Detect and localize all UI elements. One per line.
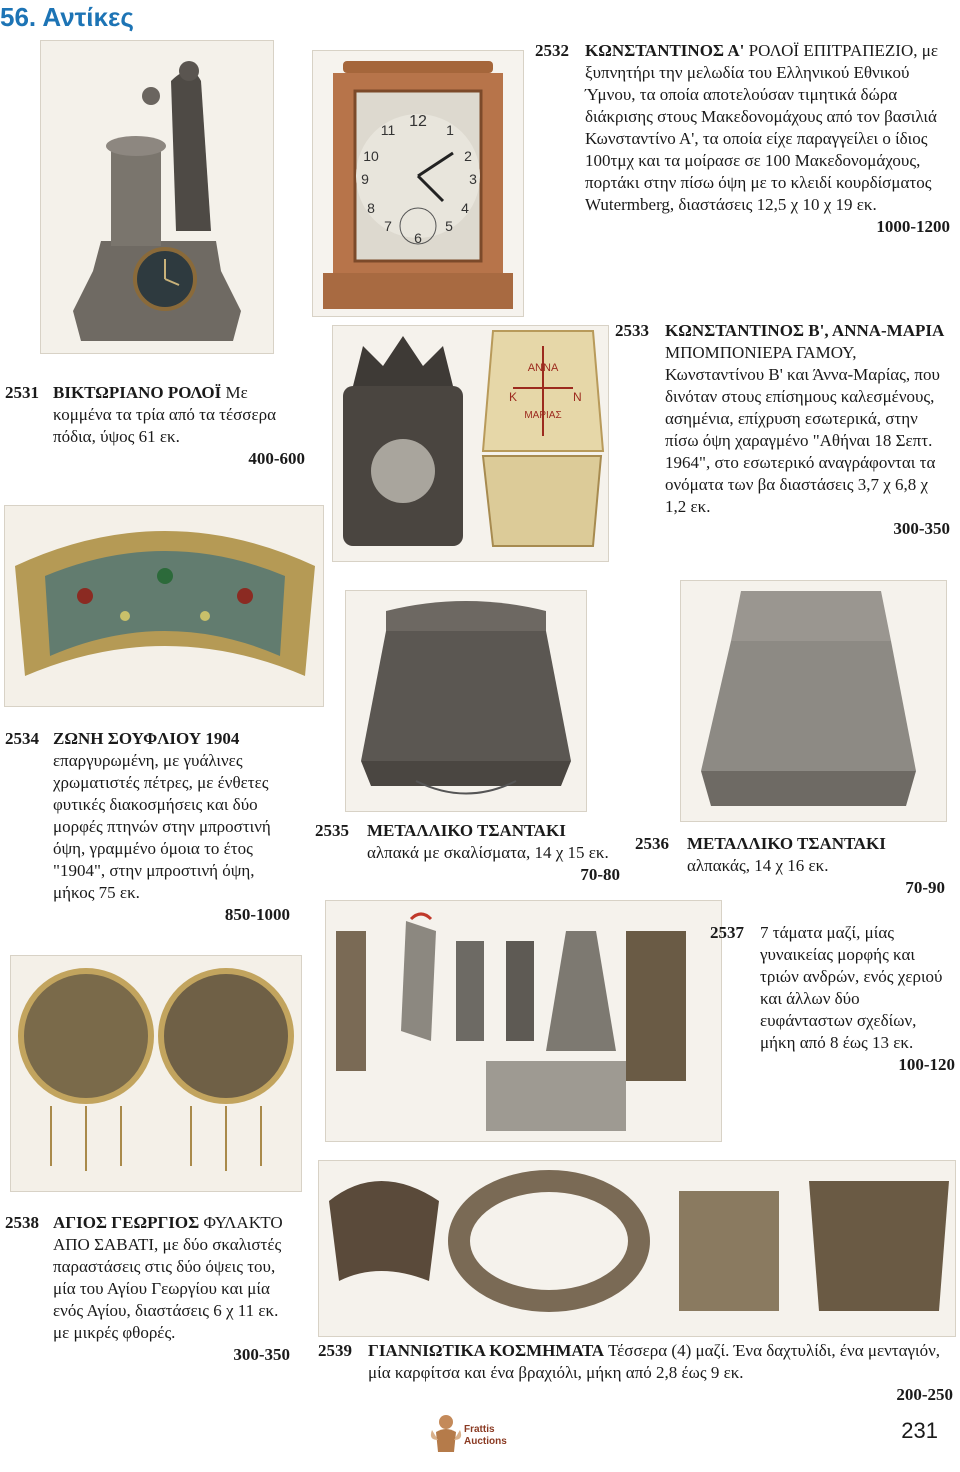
- lot-description: Με κομμένα τα τρία από τα τέσσερα πόδια, ύψος 61 εκ.: [53, 383, 276, 446]
- metal-bag-2536-photo: [680, 580, 947, 822]
- lot-number: 2532: [535, 41, 569, 60]
- lot-description: αλπακά με σκαλίσματα, 14 χ 15 εκ.: [367, 843, 609, 862]
- lot-title: ΑΓΙΟΣ ΓΕΩΡΓΙΟΣ: [53, 1213, 200, 1232]
- clock-numeral-10: 10: [363, 148, 379, 164]
- souflion-belt-photo: [4, 505, 324, 707]
- lot-description: 7 τάματα μαζί, μίας γυναικείας μορφής και τριών ανδρών, ενός χεριού και άλλων δύο ευφάνταστων σχεδίων, μήκη από 8 έως 13 εκ.: [760, 923, 943, 1052]
- lot-price: 100-120: [898, 1055, 955, 1074]
- lot-description: αλπακάς, 14 χ 16 εκ.: [687, 856, 829, 875]
- lot-2538: [5, 1212, 290, 1366]
- lot-title: ΒΙΚΤΩΡΙΑΝΟ ΡΟΛΟΪ: [53, 383, 222, 402]
- lot-number: 2533: [615, 321, 649, 340]
- auction-house-logo: [430, 1412, 530, 1462]
- lot-price: 200-250: [896, 1385, 953, 1404]
- lot-number: 2536: [635, 834, 669, 853]
- section-title: 56. Αντίκες: [0, 2, 134, 32]
- clock-numeral-8: 8: [367, 200, 375, 216]
- clock-numeral-11: 11: [380, 122, 396, 138]
- victorian-clock-photo: [40, 40, 274, 354]
- logo-line1: Frattis: [464, 1424, 495, 1435]
- bonbonniere-photo: [332, 325, 609, 562]
- lot-number: 2537: [710, 923, 744, 942]
- lot-title: ΚΩΝΣΤΑΝΤΙΝΟΣ Α': [585, 41, 745, 60]
- lot-2532: [535, 40, 950, 238]
- clock-numeral-9: 9: [361, 171, 369, 187]
- lot-title: ΜΕΤΑΛΛΙΚΟ ΤΣΑΝΤΑΚΙ: [367, 821, 566, 840]
- carriage-clock-photo: [312, 50, 524, 317]
- lot-description: Τέσσερα (4) μαζί. Ένα δαχτυλίδι, ένα μενταγιόν, μία καρφίτσα και ένα βραχιόλι, μήκη από 2,8 έως 9 εκ.: [368, 1341, 941, 1382]
- cherub-logo-icon: [430, 1412, 462, 1462]
- lot-2535: [315, 820, 620, 886]
- lot-2537: [710, 922, 955, 1076]
- lot-title: ΖΩΝΗ ΣΟΥΦΛΙΟΥ 1904: [53, 729, 240, 748]
- clock-numeral-7: 7: [384, 218, 392, 234]
- logo-line2: Auctions: [464, 1436, 507, 1447]
- lot-number: 2539: [318, 1341, 352, 1360]
- lot-description: ΜΠΟΜΠΟΝΙΕΡΑ ΓΑΜΟΥ, Κωνσταντίνου Β' και Άννα-Μαρίας, που δινόταν στους επίσημους καλεσμένους, ασημένια, επίχρυση εσωτερικά, στην πίσω όψη χαραγμένο "Αθήναι 18 Σεπτ. 1964", στο εσωτερικό αναγράφονται τα ονόματα των βα διαστάσεις 3,7 χ 6,8 χ 1,2 εκ.: [665, 343, 940, 516]
- lot-number: 2538: [5, 1213, 39, 1232]
- lot-price: 300-350: [893, 519, 950, 538]
- lot-price: 70-80: [580, 865, 620, 884]
- lot-number: 2531: [5, 383, 39, 402]
- lot-description: ΦΥΛΑΚΤΟ ΑΠΟ ΣΑΒΑΤΙ, με δύο σκαλιστές παραστάσεις στις δύο όψεις του, μία του Αγίου Γεωργίου και μία ενός Αγίου, διαστάσεις 6 χ 11 εκ. με μικρές φθορές.: [53, 1213, 283, 1342]
- clock-numeral-2: 2: [464, 148, 472, 164]
- page-number: 231: [901, 1418, 938, 1443]
- clock-numeral-4: 4: [461, 200, 469, 216]
- lot-2536: [635, 833, 945, 899]
- lot-2531: [5, 382, 305, 470]
- lot-2534: [5, 728, 290, 926]
- box-inscription-marias: ΜΑΡΙΑΣ: [524, 410, 562, 421]
- lot-price: 850-1000: [224, 905, 290, 924]
- lot-title: ΓΙΑΝΝΙΩΤΙΚΑ ΚΟΣΜΗΜΑΤΑ: [368, 1341, 604, 1360]
- giannena-jewelry-photo: [318, 1160, 956, 1337]
- clock-numeral-6: 6: [414, 230, 422, 246]
- lot-description: ΡΟΛΟΪ ΕΠΙΤΡΑΠΕΖΙΟ, με ξυπνητήρι την μελωδία του Ελληνικού Εθνικού Ύμνου, τα οποία αποτελούσαν τιμητικά δώρα διάκρισης στους Μακεδονομάχους από τον βασιλιά Κωνσταντίνο Α', τα οποία είχε παραγγείλει ο ίδιος 100τμχ και τα μοίρασε σε 100 Μακεδονομάχους, πορτάκι στην πίσω όψη με το κλειδί κουρδίσματος Wutermberg, διαστάσεις 12,5 χ 10 χ 19 εκ.: [585, 41, 938, 214]
- lot-price: 300-350: [233, 1345, 290, 1364]
- agios-georgios-amulet-photo: [10, 955, 302, 1192]
- box-initial-n: Ν: [573, 390, 582, 404]
- lot-number: 2535: [315, 821, 349, 840]
- clock-numeral-12: 12: [409, 113, 427, 130]
- lot-description: επαργυρωμένη, με γυάλινες χρωματιστές πέτρες, με ένθετες φυτικές διακοσμήσεις και δύο μορφές πτηνών στην μπροστινή όψη, γραμμένο όμοια το έτος "1904", στην μπροστινή όψη, μήκος 75 εκ.: [53, 751, 271, 902]
- box-inscription-anna: ΑΝΝΑ: [527, 362, 559, 374]
- box-initial-k: Κ: [509, 390, 518, 404]
- lot-price: 400-600: [248, 449, 305, 468]
- tamata-photo: [325, 900, 722, 1142]
- lot-price: 1000-1200: [876, 217, 950, 236]
- lot-number: 2534: [5, 729, 39, 748]
- lot-price: 70-90: [905, 878, 945, 897]
- metal-bag-2535-photo: [345, 590, 587, 812]
- lot-2539: [318, 1340, 953, 1406]
- clock-numeral-3: 3: [469, 171, 477, 187]
- lot-title: ΚΩΝΣΤΑΝΤΙΝΟΣ Β', ΑΝΝΑ-ΜΑΡΙΑ: [665, 321, 945, 340]
- clock-numeral-1: 1: [446, 122, 454, 138]
- lot-title: ΜΕΤΑΛΛΙΚΟ ΤΣΑΝΤΑΚΙ: [687, 834, 886, 853]
- lot-2533: [615, 320, 950, 540]
- clock-numeral-5: 5: [445, 218, 453, 234]
